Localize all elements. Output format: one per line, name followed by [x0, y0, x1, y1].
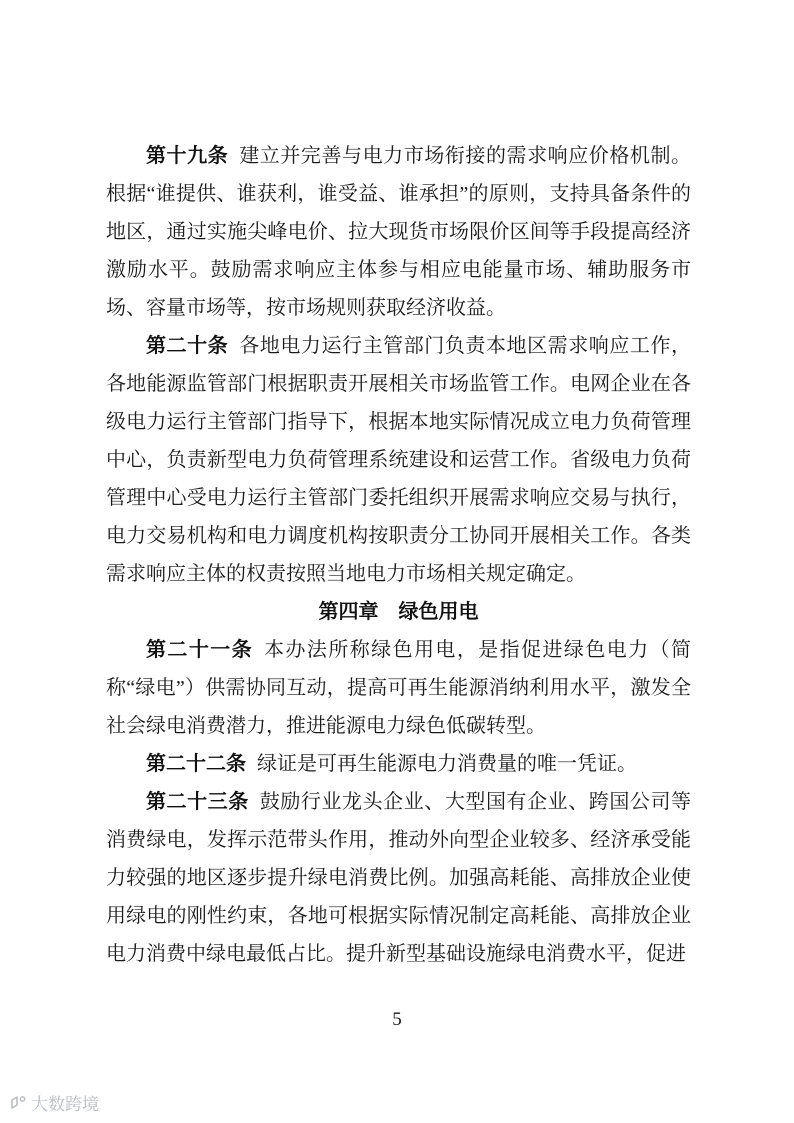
watermark-text: 大数跨境 [31, 1095, 99, 1114]
article-21-number: 第二十一条 [146, 639, 254, 661]
paragraph-article-23 [106, 783, 691, 973]
article-22-number: 第二十二条 [146, 753, 246, 775]
article-23-text: 鼓励行业龙头企业、大型国有企业、跨国公司等消费绿电，发挥示范带头作用，推动外向型企业较多、经济承受能力较强的地区逐步提升绿电消费比例。加强高耗能、高排放企业使用绿电的刚性约束，各地可根据实际情况制定高耗能、高排放企业电力消费中绿电最低占比。提升新型基础设施绿电消费水平，促进 [106, 791, 692, 965]
article-20-text: 各地电力运行主管部门负责本地区需求响应工作，各地能源监管部门根据职责开展相关市场监管工作。电网企业在各级电力运行主管部门指导下，根据本地实际情况成立电力负荷管理中心，负责新型电力负荷管理系统建设和运营工作。省级电力负荷管理中心受电力运行主管部门委托组织开展需求响应交易与执行，电力交易机构和电力调度机构按职责分工协同开展相关工作。各类需求响应主体的权责按照当地电力市场相关规定确定。 [106, 335, 692, 585]
paragraph-article-19 [106, 137, 691, 327]
article-20-number: 第二十条 [146, 335, 229, 357]
article-19-text: 建立并完善与电力市场衔接的需求响应价格机制。根据“谁提供、谁获利，谁受益、谁承担”的原则，支持具备条件的地区，通过实施尖峰电价、拉大现货市场限价区间等手段提高经济激励水平。鼓励需求响应主体参与相应电能量市场、辅助服务市场、容量市场等，按市场规则获取经济收益。 [106, 145, 692, 319]
watermark-logo-icon [8, 1093, 28, 1113]
article-19-number: 第十九条 [146, 145, 229, 167]
article-22-text: 绿证是可再生能源电力消费量的唯一凭证。 [257, 753, 637, 775]
chapter-heading: 第四章 绿色用电 [318, 601, 479, 623]
watermark [8, 1090, 99, 1115]
paragraph-article-22 [106, 745, 691, 783]
document-content [106, 137, 691, 973]
page-number: 5 [392, 1009, 402, 1030]
article-21-text: 本办法所称绿色用电，是指促进绿色电力（简称“绿电”）供需协同互动，提高可再生能源消纳利用水平，激发全社会绿电消费潜力，推进能源电力绿色低碳转型。 [106, 639, 692, 737]
article-23-number: 第二十三条 [146, 791, 249, 813]
paragraph-article-21 [106, 631, 691, 745]
paragraph-article-20 [106, 327, 691, 593]
